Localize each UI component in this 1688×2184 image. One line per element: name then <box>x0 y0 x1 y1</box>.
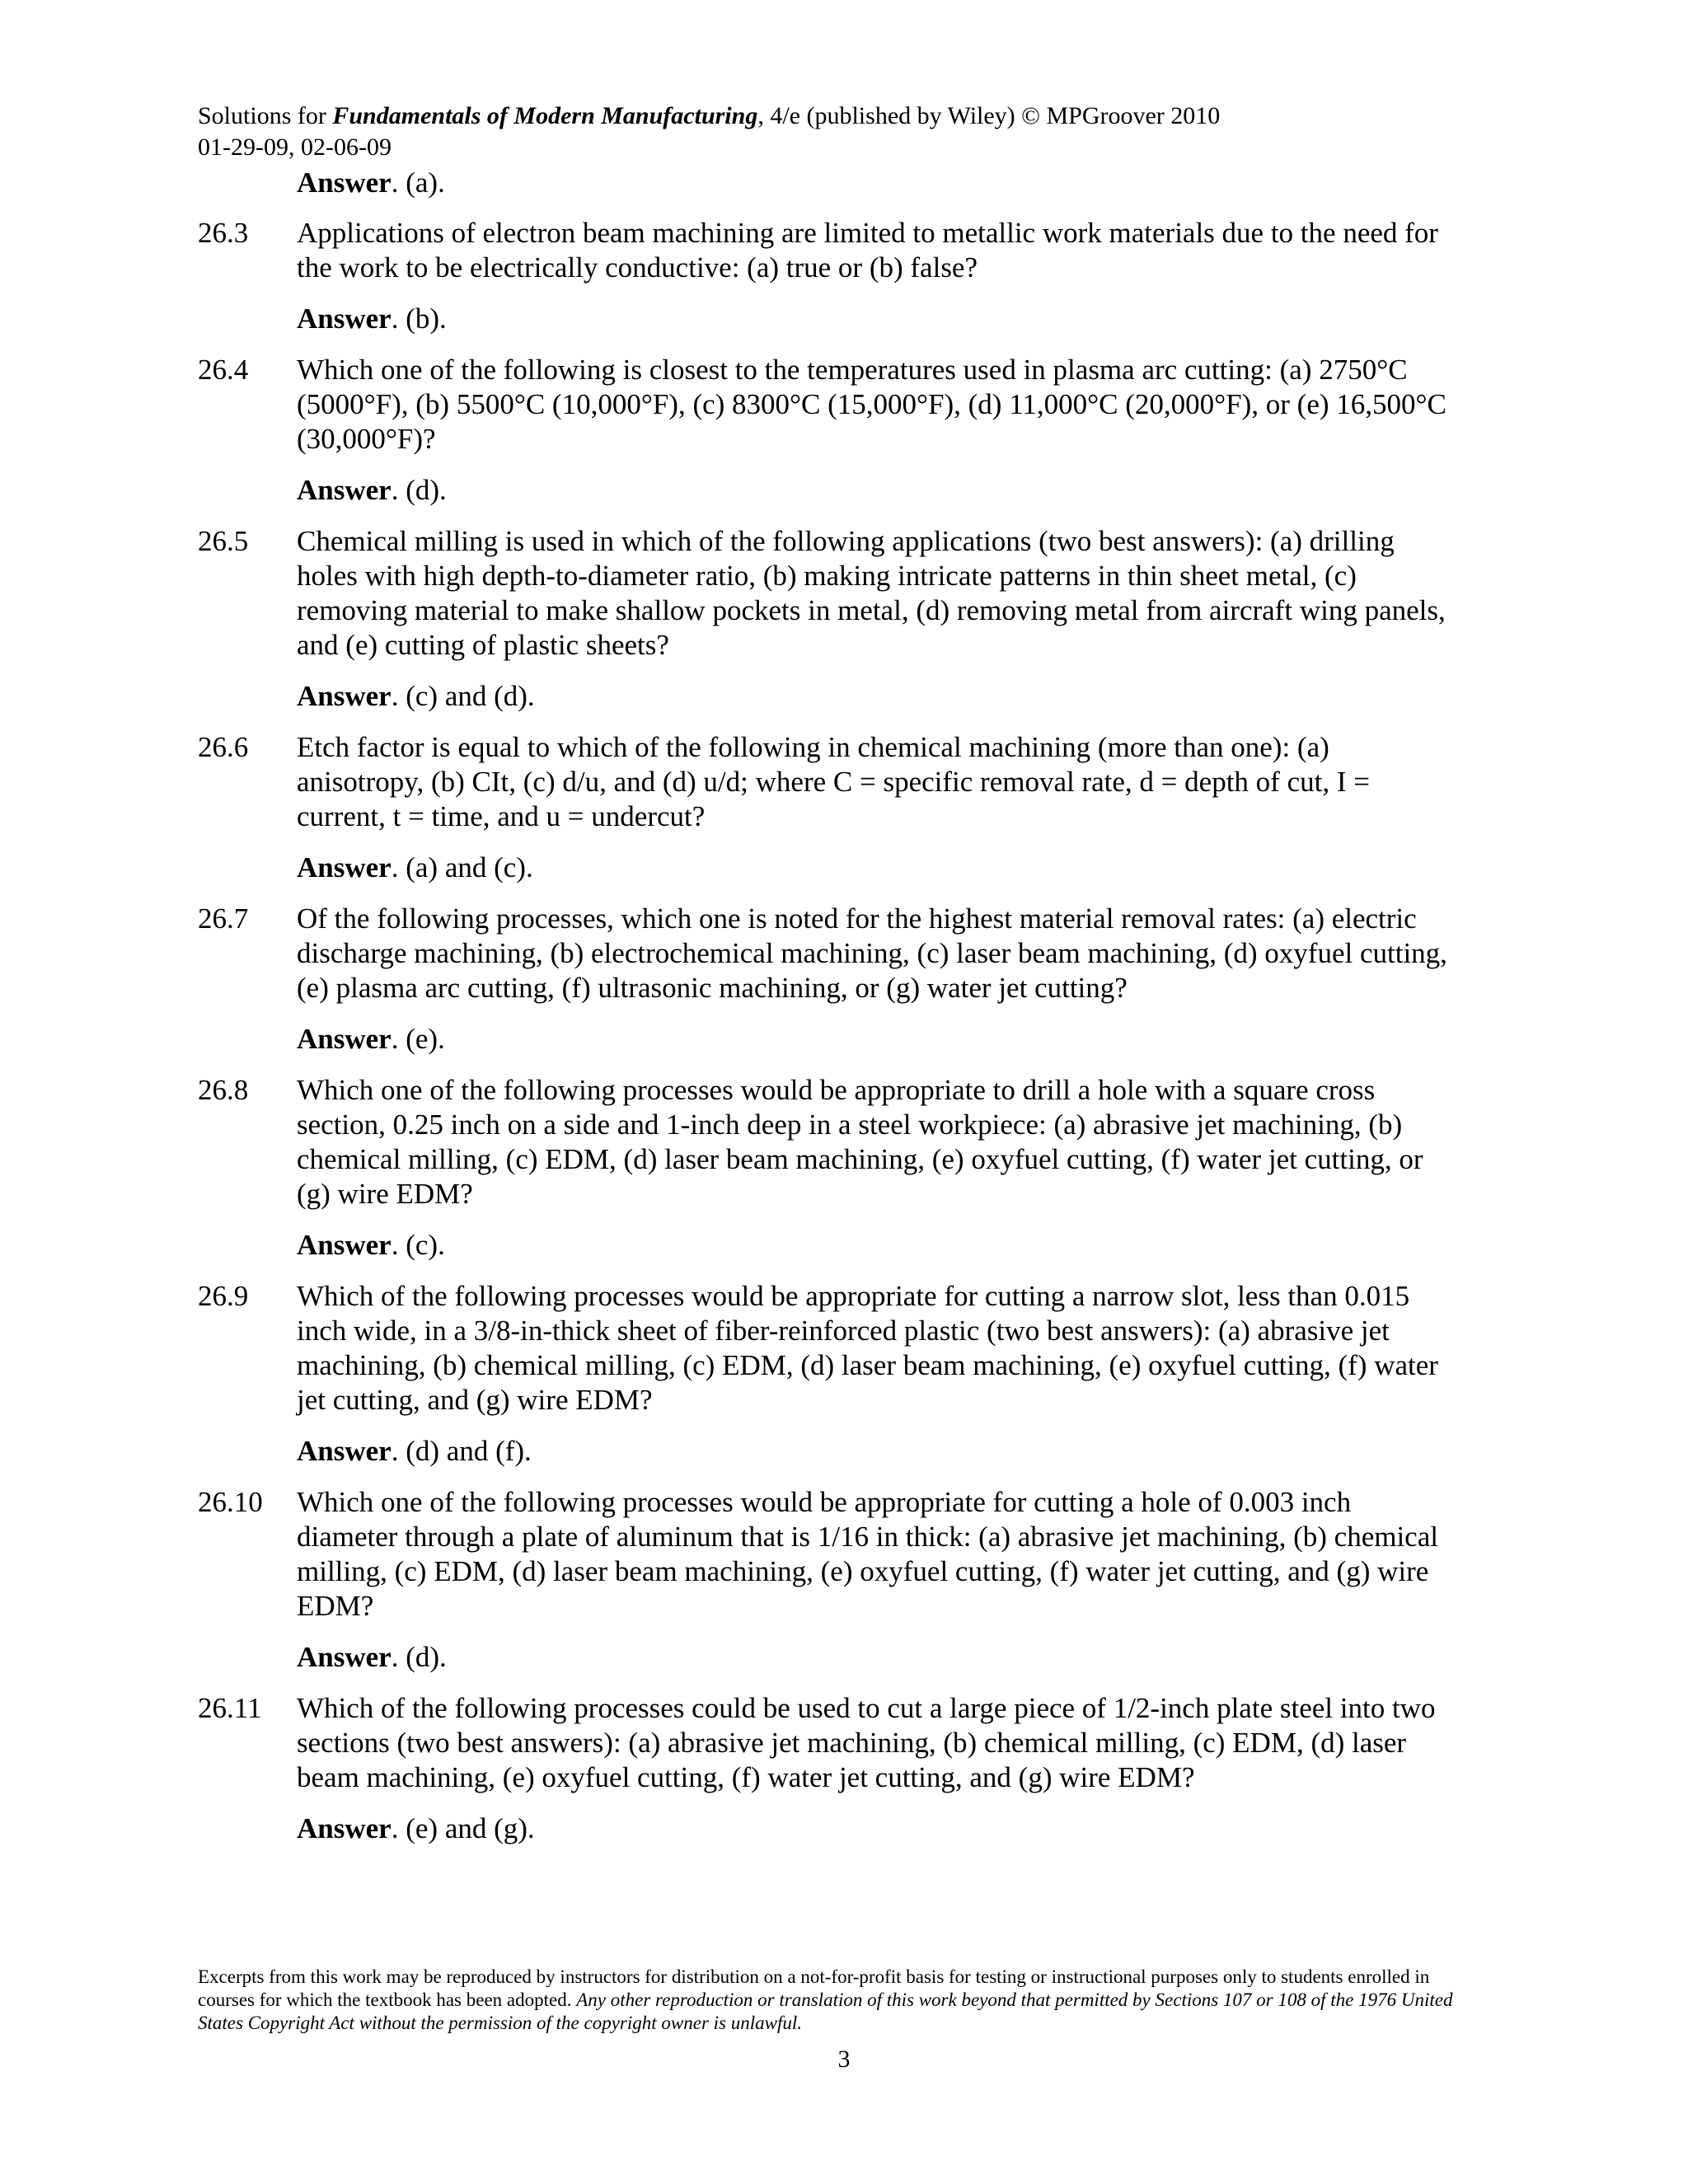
answer-value: . (d). <box>391 474 447 506</box>
answer-value: . (d). <box>391 1641 447 1673</box>
question-item <box>198 1691 1484 1846</box>
question-number: 26.4 <box>198 354 249 386</box>
question-number: 26.3 <box>198 217 249 249</box>
question-item <box>198 1279 1484 1469</box>
answer-value: . (d) and (f). <box>391 1435 532 1467</box>
question-item <box>198 730 1484 885</box>
question-answer <box>297 679 1484 714</box>
question-item <box>198 1485 1484 1675</box>
page-header <box>198 101 1517 163</box>
question-number: 26.5 <box>198 525 249 557</box>
answer-value: . (c). <box>391 1229 445 1261</box>
question-number: 26.10 <box>198 1486 263 1518</box>
answer-label: Answer <box>297 302 392 335</box>
question-answer <box>297 302 1484 336</box>
answer-label: Answer <box>297 1023 392 1055</box>
header-prefix: Solutions for <box>198 102 326 129</box>
question-text: Applications of electron beam machining are limited to metallic work materials due to the need for the work to be electrically conductive: (a) true or (b) false? <box>297 217 1438 284</box>
question-number: 26.7 <box>198 902 249 935</box>
copyright-footer <box>198 1966 1467 2035</box>
answer-label: Answer <box>297 1641 392 1673</box>
question-item <box>198 902 1484 1057</box>
answer-label: Answer <box>297 166 392 199</box>
question-text: Which of the following processes would be appropriate for cutting a narrow slot, less than 0.015 inch wide, in a 3/8-in-thick sheet of fiber-reinforced plastic (two best answers): (a) abrasive jet machining, (b) chemical milling, (c) EDM, (d) laser beam machining, (e) oxyfuel cutting, (f) water jet cutting, and (g) wire EDM? <box>297 1280 1438 1416</box>
header-book-title: Fundamentals of Modern Manufacturing <box>332 102 758 129</box>
answer-value: . (b). <box>391 302 447 335</box>
page-number: 3 <box>837 2046 851 2073</box>
question-text: Etch factor is equal to which of the following in chemical machining (more than one): (a) anisotropy, (b) CIt, (c) d/u, and (d) u/d; where C = specific removal rate, d = depth of cut, I = current, t = time, and u = undercut? <box>297 731 1370 832</box>
question-answer <box>297 1434 1484 1469</box>
answer-label: Answer <box>297 851 392 883</box>
question-number: 26.11 <box>198 1692 262 1724</box>
question-text: Which one of the following is closest to the temperatures used in plasma arc cutting: (a) 2750°C (5000°F), (b) 5500°C (10,000°F), (c) 8300°C (15,000°F), (d) 11,000°C (20,000°F), or (e) 16,500°C (30,000°F)? <box>297 354 1447 455</box>
answer-label: Answer <box>297 680 392 712</box>
footer-italic-text: Any other reproduction or translation of this work beyond that permitted by Sections 107 or 108 of the 1976 United States Copyright Act without the permission of the copyright owner is unlawful. <box>198 1990 1453 2033</box>
question-text: Chemical milling is used in which of the following applications (two best answers): (a) drilling holes with high depth-to-diameter ratio, (b) making intricate patterns in thin sheet metal, (c) removing material to make shallow pockets in metal, (d) removing metal from aircraft wing panels, and (e) cutting of plastic sheets? <box>297 525 1446 661</box>
question-number: 26.8 <box>198 1074 249 1106</box>
answer-value: . (a). <box>391 166 445 199</box>
question-text: Which one of the following processes would be appropriate for cutting a hole of 0.003 inch diameter through a plate of aluminum that is 1/16 in thick: (a) abrasive jet machining, (b) chemical milling, (c) EDM, (d) laser beam machining, (e) oxyfuel cutting, (f) water jet cutting, and (g) wire EDM? <box>297 1486 1438 1622</box>
question-answer <box>297 1811 1484 1846</box>
question-answer <box>297 1228 1484 1263</box>
answer-label: Answer <box>297 474 392 506</box>
question-number: 26.9 <box>198 1280 249 1312</box>
header-suffix: , 4/e (published by Wiley) © MPGroover 2010 <box>757 102 1221 129</box>
question-number: 26.6 <box>198 731 249 763</box>
footer-text: Excerpts from this work may be reproduced by instructors for distribution on a not-for-profit basis for testing or instructional purposes only to students enrolled in courses for which the textbook has been adopted. <box>198 1966 1430 2010</box>
question-list <box>198 216 1484 1863</box>
carryover-answer <box>297 165 445 201</box>
question-item <box>198 353 1484 508</box>
header-line-1 <box>198 101 1517 132</box>
question-text: Which of the following processes could be used to cut a large piece of 1/2-inch plate steel into two sections (two best answers): (a) abrasive jet machining, (b) chemical milling, (c) EDM, (d) laser beam machining, (e) oxyfuel cutting, (f) water jet cutting, and (g) wire EDM? <box>297 1692 1436 1793</box>
answer-label: Answer <box>297 1435 392 1467</box>
question-answer <box>297 1022 1484 1057</box>
header-dates: 01-29-09, 02-06-09 <box>198 134 392 161</box>
question-text: Of the following processes, which one is noted for the highest material removal rates: (a) electric discharge machining, (b) electrochemical machining, (c) laser beam machining, (d) oxyfuel cutting, (e) plasma arc cutting, (f) ultrasonic machining, or (g) water jet cutting? <box>297 902 1447 1004</box>
question-item <box>198 1073 1484 1263</box>
question-text: Which one of the following processes would be appropriate to drill a hole with a square cross section, 0.25 inch on a side and 1-inch deep in a steel workpiece: (a) abrasive jet machining, (b) chemical milling, (c) EDM, (d) laser beam machining, (e) oxyfuel cutting, (f) water jet cutting, or (g) wire EDM? <box>297 1074 1423 1210</box>
answer-value: . (e) and (g). <box>391 1812 535 1844</box>
question-answer <box>297 473 1484 508</box>
answer-value: . (e). <box>391 1023 445 1055</box>
answer-value: . (a) and (c). <box>391 851 533 883</box>
answer-value: . (c) and (d). <box>391 680 535 712</box>
question-answer <box>297 1640 1484 1675</box>
answer-label: Answer <box>297 1229 392 1261</box>
question-item <box>198 216 1484 336</box>
answer-label: Answer <box>297 1812 392 1844</box>
question-item <box>198 524 1484 714</box>
question-answer <box>297 851 1484 885</box>
